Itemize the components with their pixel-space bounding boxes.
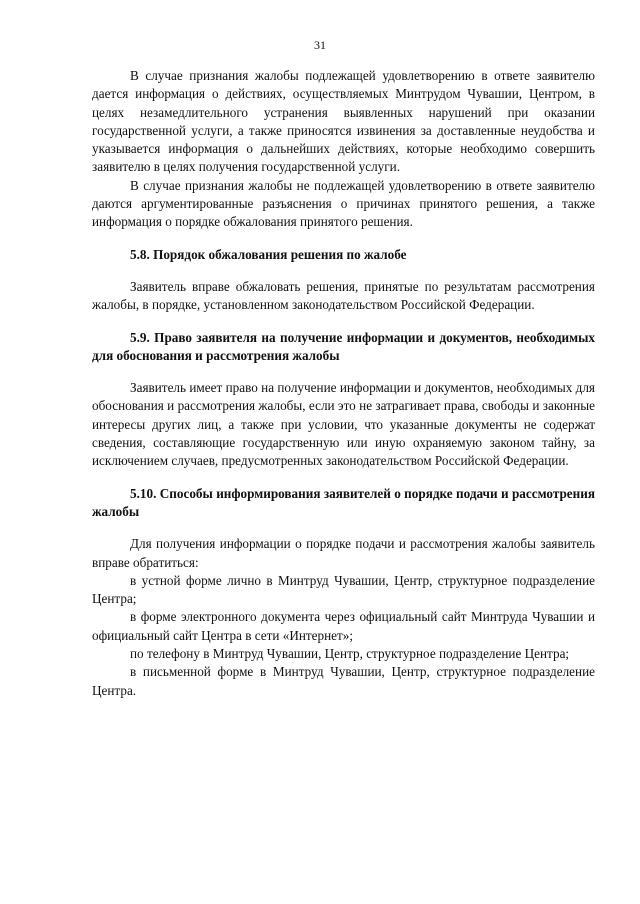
document-body — [92, 67, 595, 700]
paragraph-satisfied-complaint: В случае признания жалобы подлежащей удовлетворению в ответе заявителю дается информация о действиях, осуществляемых Минтрудом Чувашии, Центром, в целях незамедлительного устранения выявленных нарушений при оказании государственной услуги, а также приносятся извинения за доставленные неудобства и указывается информация о дальнейших действиях, которые необходимо совершить заявителю в целях получения государственной услуги. — [92, 68, 595, 175]
section-heading-5-9: 5.9. Право заявителя на получение информации и документов, необходимых для обоснования и рассмотрения жалобы — [92, 329, 595, 363]
page-number: 31 — [314, 38, 326, 52]
paragraph-how-to-apply: Для получения информации о порядке подачи и рассмотрения жалобы заявитель вправе обратиться: — [92, 536, 595, 570]
list-item-oral: в устной форме лично в Минтруд Чувашии, Центр, структурное подразделение Центра; — [92, 572, 595, 607]
list-item-electronic: в форме электронного документа через официальный сайт Минтруда Чувашии и официальный сайт Центра в сети «Интернет»; — [92, 609, 595, 643]
paragraph-rejected-complaint: В случае признания жалобы не подлежащей удовлетворению в ответе заявителю даются аргументированные разъяснения о причинах принятого решения, а также информация о порядке обжалования принятого решения. — [92, 177, 595, 230]
paragraph-information-right: Заявитель имеет право на получение информации и документов, необходимых для обоснования и рассмотрения жалобы, если это не затрагивает права, свободы и законные интересы других лиц, а также при условии, что указанные документы не содержат сведения, составляющие государственную или иную охраняемую законом тайну, за исключением случаев, предусмотренных законодательством Российской Федерации. — [92, 380, 595, 469]
section-heading-5-8: 5.8. Порядок обжалования решения по жалобе — [130, 246, 407, 262]
list-item-phone: по телефону в Минтруд Чувашии, Центр, структурное подразделение Центра; — [130, 646, 570, 662]
paragraph-appeal-right: Заявитель вправе обжаловать решения, принятые по результатам рассмотрения жалобы, в порядке, установленном законодательством Российской Федерации. — [92, 278, 595, 313]
section-heading-5-10: 5.10. Способы информирования заявителей о порядке подачи и рассмотрения жалобы — [92, 485, 595, 519]
list-item-written: в письменной форме в Минтруд Чувашии, Центр, структурное подразделение Центра. — [92, 664, 595, 698]
